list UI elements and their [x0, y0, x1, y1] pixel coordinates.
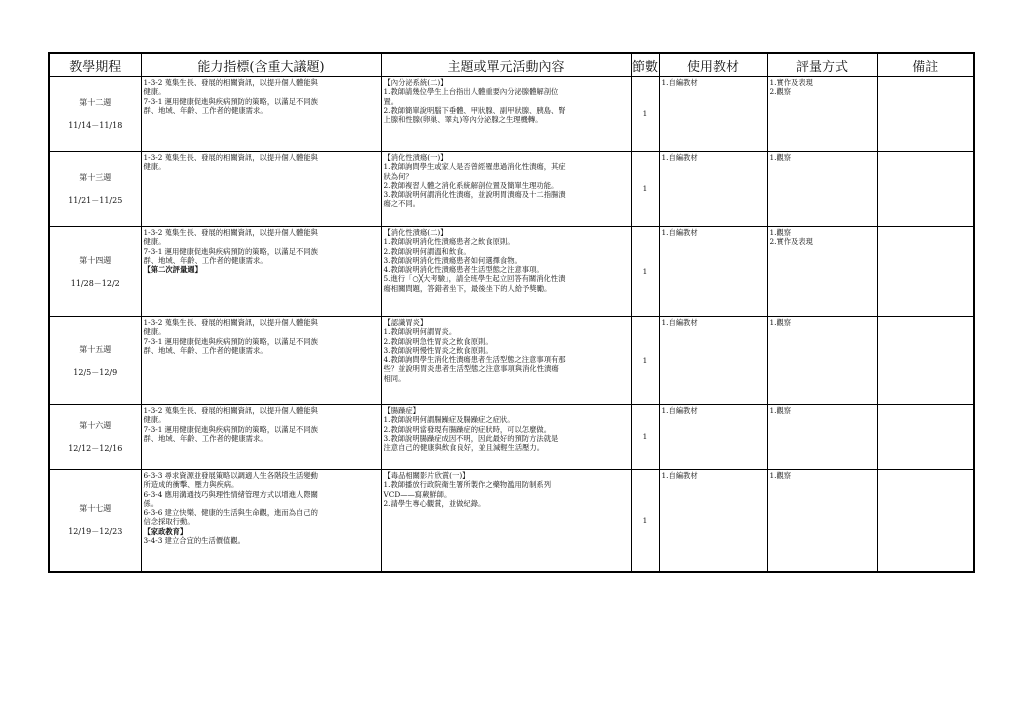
- notes-cell: [877, 317, 974, 405]
- materials-cell: [659, 152, 767, 227]
- indicator-line: 1-3-2 蒐集生長、發展的相關資訊，以提升個人體能與: [143, 78, 318, 87]
- indicator-line: 健康。: [143, 415, 166, 425]
- content-line: 2.教師說明當發現有腸躁症的症狀時，可以怎麼做。: [383, 424, 551, 434]
- content-line: 【認識胃炎】: [383, 318, 428, 327]
- content-line: 相同。: [383, 373, 406, 383]
- header-indicators: 能力指標(含重大議題): [141, 53, 381, 77]
- week-dates: 11/28－12/2: [70, 278, 120, 288]
- content-line: 2.請學生專心觀賞，並做紀錄。: [383, 498, 486, 508]
- indicator-line: 健康。: [143, 87, 166, 97]
- content-line: 2.教師說明何謂溫和飲食。: [383, 246, 471, 256]
- content-line: 1.教師詢問學生或家人是否曾經罹患過消化性潰瘍，其症: [383, 162, 566, 172]
- content-line: 【消化性潰瘍(一)】: [383, 153, 448, 162]
- week-dates: 12/5－12/9: [73, 367, 118, 377]
- content-line: 2.教師說明急性胃炎之飲食原則。: [383, 336, 493, 346]
- content-line: 置。: [383, 96, 399, 106]
- material-line: 1.自編教材: [661, 78, 698, 87]
- material-line: 1.自編教材: [661, 153, 698, 162]
- teaching-schedule-table: [48, 52, 975, 573]
- indicator-line: 群、地域、年齡、工作者的健康需求。: [143, 345, 268, 355]
- assessment-cell: [767, 405, 877, 470]
- content-line: 1.教師播放行政院衛生署所製作之藥物濫用防制系列: [383, 480, 551, 490]
- material-line: 1.自編教材: [661, 406, 698, 415]
- content-line: 1.教師說明消化性潰瘍患者之飲食原則。: [383, 237, 515, 247]
- lessons-cell: 1: [631, 152, 659, 227]
- assessment-cell: [767, 152, 877, 227]
- content-line: 上腺和性腺(卵巢、睪丸)等內分泌腺之生理機轉。: [383, 115, 543, 125]
- assessment-line: 1.觀察: [769, 406, 792, 415]
- indicator-line: 所造成的衝擊、壓力與疾病。: [143, 480, 239, 490]
- table-row: [49, 405, 974, 470]
- week-label: 第十二週: [79, 98, 112, 107]
- indicator-line: 6-3-4 應用溝通技巧與理性情緒管理方式以增進人際關: [143, 489, 318, 499]
- content-line: VCD——寫蕨鮮師。: [383, 489, 452, 499]
- content-cell: [381, 317, 631, 405]
- indicator-line: 7-3-1 運用健康促進與疾病預防的策略，以滿足不同族: [143, 96, 318, 106]
- content-line: 3.教師說明腸躁症成因不明，因此最好的預防方法就是: [383, 433, 559, 443]
- header-notes: 備註: [877, 53, 974, 77]
- notes-cell: [877, 227, 974, 317]
- indicator-line: 1-3-2 蒐集生長、發展的相關資訊，以提升個人體能與: [143, 153, 318, 162]
- content-cell: [381, 470, 631, 572]
- header-period: 教學期程: [49, 53, 141, 77]
- lessons-cell: 1: [631, 227, 659, 317]
- indicators-cell: [141, 470, 381, 572]
- indicator-line: 健康。: [143, 237, 166, 247]
- material-line: 1.自編教材: [661, 228, 698, 237]
- indicators-cell: [141, 77, 381, 152]
- content-line: 【內分泌系統(二)】: [383, 78, 448, 87]
- indicator-line: 1-3-2 蒐集生長、發展的相關資訊，以提升個人體能與: [143, 318, 318, 327]
- materials-cell: [659, 227, 767, 317]
- indicator-line: 【家政教育】: [143, 526, 188, 536]
- notes-cell: [877, 405, 974, 470]
- lessons-cell: 1: [631, 317, 659, 405]
- week-cell: [49, 227, 141, 317]
- indicator-line: 1-3-2 蒐集生長、發展的相關資訊，以提升個人體能與: [143, 228, 318, 237]
- assessment-line: 1.觀察: [769, 153, 792, 162]
- week-cell: [49, 317, 141, 405]
- content-line: 些？並說明胃炎患者生活型態之注意事項與消化性潰瘍: [383, 364, 559, 374]
- lessons-cell: 1: [631, 77, 659, 152]
- content-line: 狀為何？: [383, 171, 413, 181]
- header-row: [49, 53, 974, 77]
- indicator-line: 7-3-1 運用健康促進與疾病預防的策略，以滿足不同族: [143, 336, 318, 346]
- content-line: 瘍相關問題，答錯者坐下，最後坐下的人給予獎勵。: [383, 283, 552, 293]
- indicators-cell: [141, 227, 381, 317]
- week-label: 第十五週: [79, 344, 112, 354]
- indicator-line: 信念採取行動。: [143, 517, 195, 527]
- table-row: [49, 77, 974, 152]
- material-line: 1.自編教材: [661, 318, 698, 327]
- content-cell: [381, 405, 631, 470]
- notes-cell: [877, 152, 974, 227]
- content-line: 【腸躁症】: [383, 406, 420, 415]
- indicator-line: 6-3-3 尋求資源並發展策略以調適人生各階段生活變動: [143, 471, 318, 480]
- week-cell: [49, 152, 141, 227]
- week-dates: 12/12－12/16: [68, 444, 123, 453]
- content-line: 2.教師簡單說明腦下垂體、甲狀腺、副甲狀腺、胰島、腎: [383, 105, 566, 115]
- indicators-cell: [141, 317, 381, 405]
- content-line: 3.教師說明何謂消化性潰瘍，並說明胃潰瘍及十二指腸潰: [383, 190, 566, 200]
- indicator-line: 群、地域、年齡、工作者的健康需求。: [143, 433, 268, 443]
- content-line: 3.教師說明消化性潰瘍患者如何選擇食物。: [383, 255, 522, 265]
- notes-cell: [877, 470, 974, 572]
- table-row: [49, 152, 974, 227]
- content-line: 4.教師說明消化性潰瘍患者生活型態之注意事項。: [383, 265, 544, 275]
- content-line: 注意自己的健康與飲食良好，並且減輕生活壓力。: [383, 443, 545, 453]
- indicator-line: 7-3-1 運用健康促進與疾病預防的策略，以滿足不同族: [143, 424, 318, 434]
- indicator-line: 6-3-6 建立快樂、健康的生活與生命觀，進而為自己的: [143, 508, 318, 518]
- week-dates: 12/19－12/23: [68, 527, 123, 537]
- indicator-line: 7-3-1 運用健康促進與疾病預防的策略，以滿足不同族: [143, 246, 318, 256]
- assessment-line: 1.觀察: [769, 228, 792, 237]
- assessment-line: 2.實作及表現: [769, 237, 813, 247]
- content-line: 【消化性潰瘍(二)】: [383, 228, 448, 237]
- indicator-line: 【第二次評量週】: [143, 265, 202, 275]
- indicator-line: 3-4-3 建立合宜的生活價值觀。: [143, 536, 245, 546]
- assessment-line: 2.觀察: [769, 87, 792, 97]
- header-lessons: 節數: [631, 53, 659, 77]
- materials-cell: [659, 405, 767, 470]
- content-line: 5.進行「○╳大考驗」，請全班學生起立回答有關消化性潰: [383, 274, 566, 284]
- week-label: 第十六週: [79, 421, 112, 430]
- week-dates: 11/21－11/25: [68, 196, 123, 205]
- lessons-cell: 1: [631, 470, 659, 572]
- assessment-cell: [767, 317, 877, 405]
- assessment-line: 1.觀察: [769, 471, 792, 480]
- table-row: [49, 317, 974, 405]
- indicators-cell: [141, 405, 381, 470]
- assessment-line: 1.實作及表現: [769, 78, 813, 87]
- content-line: 3.教師說明慢性胃炎之飲食原則。: [383, 345, 493, 355]
- lessons-cell: 1: [631, 405, 659, 470]
- content-cell: [381, 152, 631, 227]
- content-cell: [381, 77, 631, 152]
- table-row: [49, 470, 974, 572]
- assessment-line: 1.觀察: [769, 318, 792, 327]
- header-content: 主題或單元活動內容: [381, 53, 631, 77]
- indicator-line: 健康。: [143, 327, 166, 337]
- content-line: 1.教師請幾位學生上台指出人體重要內分泌腺體解剖位: [383, 87, 559, 97]
- content-line: 【毒品相關影片欣賞(一)】: [383, 471, 470, 480]
- assessment-cell: [767, 470, 877, 572]
- table-row: [49, 227, 974, 317]
- content-line: 1.教師說明何謂腸躁症及腸躁症之症狀。: [383, 415, 515, 425]
- content-line: 2.教師複習人體之消化系統解剖位置及簡單生理功能。: [383, 180, 559, 190]
- indicator-line: 係。: [143, 498, 159, 508]
- materials-cell: [659, 470, 767, 572]
- header-materials: 使用教材: [659, 53, 767, 77]
- week-cell: [49, 470, 141, 572]
- materials-cell: [659, 77, 767, 152]
- week-label: 第十七週: [79, 504, 112, 514]
- indicators-cell: [141, 152, 381, 227]
- content-cell: [381, 227, 631, 317]
- notes-cell: [877, 77, 974, 152]
- header-assessment: 評量方式: [767, 53, 877, 77]
- week-cell: [49, 77, 141, 152]
- week-label: 第十四週: [79, 255, 112, 265]
- content-line: 4.教師詢問學生消化性潰瘍患者生活型態之注意事項有那: [383, 355, 566, 365]
- content-line: 1.教師說明何謂胃炎。: [383, 327, 457, 337]
- week-label: 第十三週: [79, 173, 112, 182]
- indicator-line: 群、地域、年齡、工作者的健康需求。: [143, 255, 268, 265]
- content-line: 瘍之不同。: [383, 199, 420, 209]
- week-cell: [49, 405, 141, 470]
- indicator-line: 健康。: [143, 162, 166, 172]
- material-line: 1.自編教材: [661, 471, 698, 480]
- week-dates: 11/14－11/18: [68, 121, 123, 130]
- assessment-cell: [767, 227, 877, 317]
- indicator-line: 群、地域、年齡、工作者的健康需求。: [143, 105, 268, 115]
- materials-cell: [659, 317, 767, 405]
- assessment-cell: [767, 77, 877, 152]
- indicator-line: 1-3-2 蒐集生長、發展的相關資訊，以提升個人體能與: [143, 406, 318, 415]
